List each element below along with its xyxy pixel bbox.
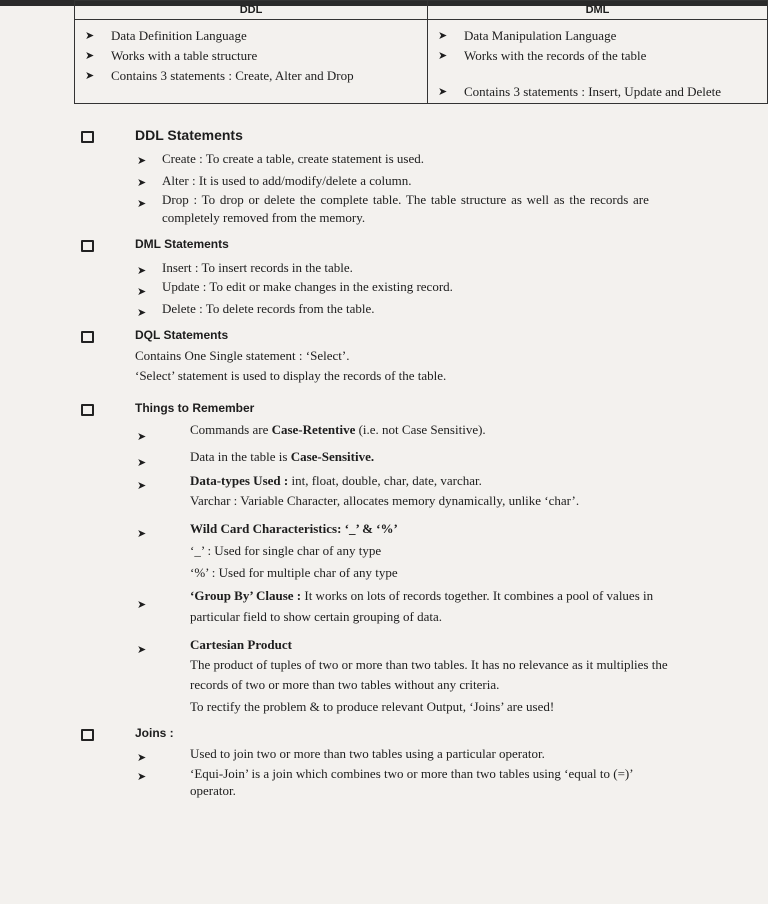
wildcard-heading-line [190, 521, 398, 537]
arrow-bullet-icon: ➤ [137, 643, 147, 656]
dml-delete-line: Delete : To delete records from the table. [162, 301, 375, 316]
arrow-bullet-icon: ➤ [137, 306, 147, 319]
cartesian-heading-line [190, 637, 292, 653]
arrow-bullet-icon: ➤ [137, 479, 147, 492]
varchar-line: Varchar : Variable Character, allocates memory dynamically, unlike ‘char’. [190, 493, 580, 508]
checkbox-bullet-icon [81, 240, 94, 252]
arrow-bullet-icon: ➤ [137, 264, 147, 277]
ddl-item: ➤ Works with a table structure [85, 46, 427, 66]
wildcard-bold: Wild Card Characteristics: ‘_’ & ‘%’ [190, 521, 398, 536]
checkbox-bullet-icon [81, 729, 94, 741]
case-sensitive-bold: Case-Sensitive. [290, 449, 375, 464]
case-sensitive-prefix: Data in the table is [190, 449, 291, 464]
groupby-line-2: particular field to show certain grouping of data. [190, 609, 442, 624]
cartesian-line-1: The product of tuples of two or more than two tables. It has no relevance as it multiplies the [190, 657, 668, 672]
case-retentive-line [190, 422, 486, 438]
arrow-bullet-icon: ➤ [137, 598, 147, 611]
dql-line-2: ‘Select’ statement is used to display the records of the table. [135, 368, 447, 383]
case-retentive-suffix: (i.e. not Case Sensitive). [355, 422, 486, 437]
groupby-rest: It works on lots of records together. It combines a pool of values in [301, 588, 654, 603]
dql-line-1: Contains One Single statement : ‘Select’. [135, 348, 350, 363]
dml-statements-heading: DML Statements [135, 237, 229, 251]
joins-line-2: ‘Equi-Join’ is a join which combines two or more than two tables using ‘equal to (=)’ [190, 766, 634, 781]
case-sensitive-line [190, 449, 374, 465]
ddl-item: ➤ Data Definition Language [85, 26, 427, 46]
arrow-bullet-icon: ➤ [137, 197, 147, 210]
dql-statements-heading: DQL Statements [135, 328, 229, 342]
ddl-alter-line: Alter : It is used to add/modify/delete a column. [162, 173, 412, 188]
ddl-drop-line-2: completely removed from the memory. [162, 210, 366, 225]
checkbox-bullet-icon [81, 404, 94, 416]
arrow-bullet-icon: ➤ [137, 285, 147, 298]
cartesian-line-2: records of two or more than two tables without any criteria. [190, 677, 500, 692]
dml-cell [428, 20, 768, 104]
cartesian-bold: Cartesian Product [190, 637, 292, 652]
groupby-bold: ‘Group By’ Clause : [190, 588, 302, 603]
arrow-bullet-icon: ➤ [137, 154, 147, 167]
joins-line-3: operator. [190, 783, 236, 798]
ddl-dml-comparison-table [74, 0, 768, 104]
datatypes-bold: Data-types Used : [190, 473, 289, 488]
dml-item: ➤ Data Manipulation Language [438, 26, 767, 46]
ddl-statements-heading: DDL Statements [135, 127, 243, 143]
joins-line-1: Used to join two or more than two tables using a particular operator. [190, 746, 545, 761]
wildcard-underscore-line: ‘_’ : Used for single char of any type [190, 543, 382, 558]
arrow-bullet-icon: ➤ [137, 176, 147, 189]
things-to-remember-heading: Things to Remember [135, 401, 255, 415]
datatypes-line [190, 473, 482, 489]
dml-item: ➤ Works with the records of the table [438, 46, 767, 66]
checkbox-bullet-icon [81, 131, 94, 143]
dml-insert-line: Insert : To insert records in the table. [162, 260, 353, 275]
ddl-drop-line: Drop : To drop or delete the complete table. The table structure as well as the records are [162, 192, 649, 207]
ddl-column-header: DDL [75, 1, 428, 20]
cartesian-line-3: To rectify the problem & to produce relevant Output, ‘Joins’ are used! [190, 699, 555, 714]
joins-heading: Joins : [135, 726, 174, 740]
arrow-bullet-icon: ➤ [137, 751, 147, 764]
ddl-create-line: Create : To create a table, create statement is used. [162, 151, 424, 166]
dml-column-header: DML [428, 1, 768, 20]
ddl-cell [75, 20, 428, 104]
datatypes-rest: int, float, double, char, date, varchar. [288, 473, 482, 488]
case-retentive-prefix: Commands are [190, 422, 272, 437]
case-retentive-bold: Case-Retentive [271, 422, 356, 437]
checkbox-bullet-icon [81, 331, 94, 343]
arrow-bullet-icon: ➤ [137, 527, 147, 540]
dml-update-line: Update : To edit or make changes in the existing record. [162, 279, 453, 294]
wildcard-percent-line: ‘%’ : Used for multiple char of any type [190, 565, 398, 580]
arrow-bullet-icon: ➤ [137, 430, 147, 443]
ddl-item: ➤ Contains 3 statements : Create, Alter and Drop [85, 66, 427, 86]
dml-item: ➤ Contains 3 statements : Insert, Update and Delete [438, 82, 767, 102]
groupby-line [190, 588, 653, 604]
arrow-bullet-icon: ➤ [137, 456, 147, 469]
arrow-bullet-icon: ➤ [137, 770, 147, 783]
